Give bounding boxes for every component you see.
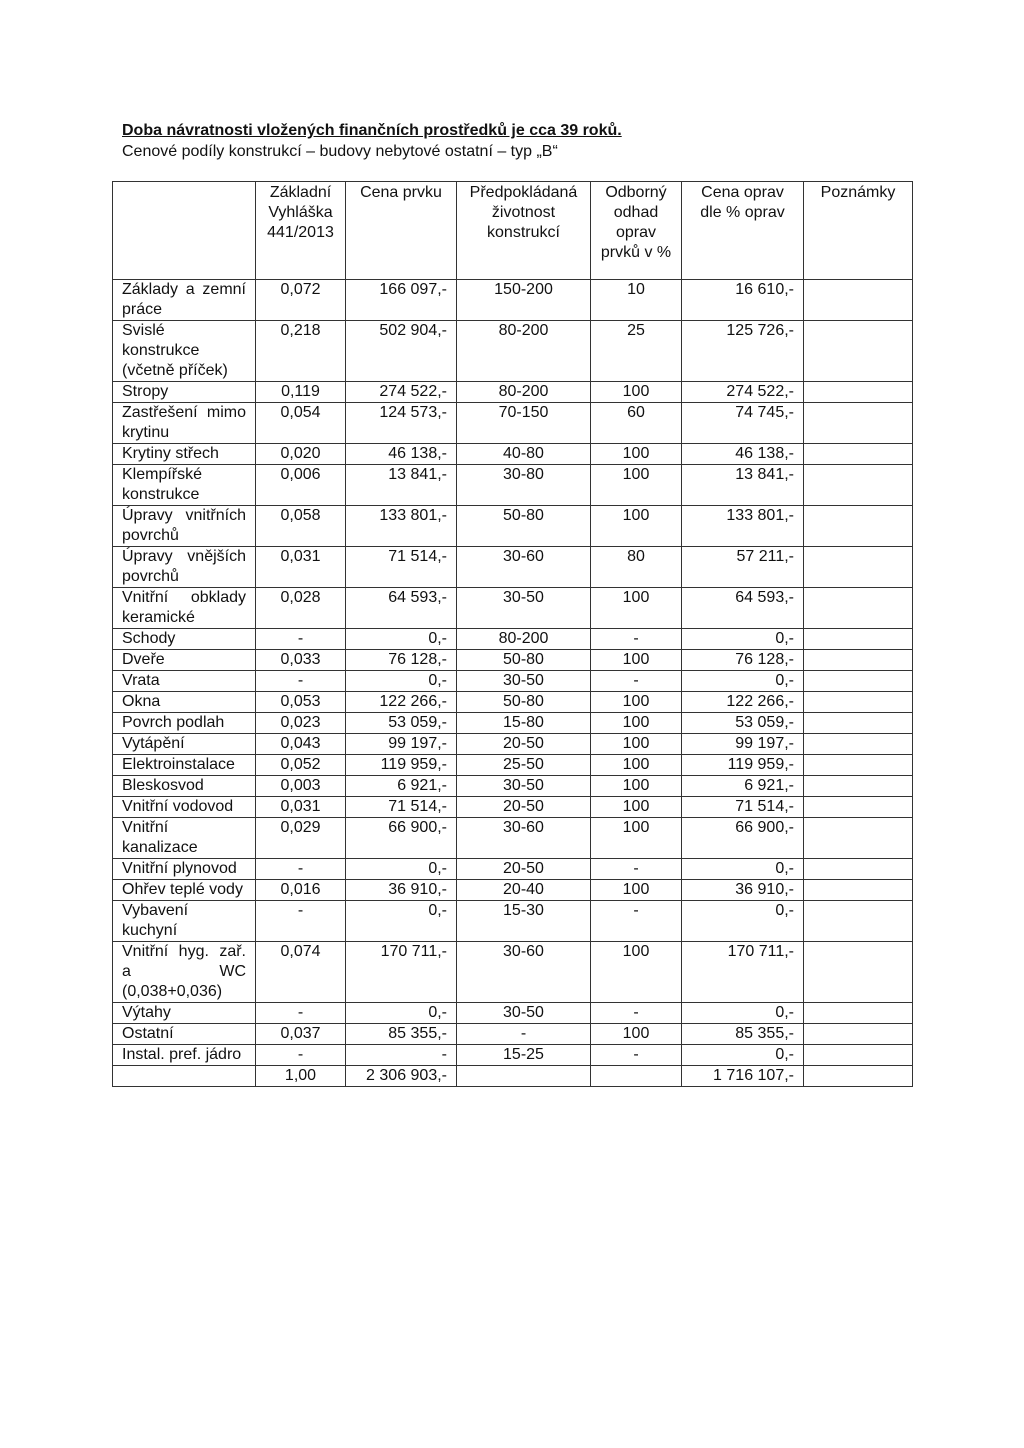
cell-notes bbox=[804, 713, 913, 734]
cell-base-share: 0,119 bbox=[256, 382, 346, 403]
cell-element-price: 53 059,- bbox=[346, 713, 457, 734]
cell-item: Výtahy bbox=[113, 1003, 256, 1024]
cell-item: Bleskosvod bbox=[113, 776, 256, 797]
cell-lifetime: 20-50 bbox=[457, 859, 591, 880]
cell-repair-estimate: 10 bbox=[591, 280, 682, 321]
cell-element-price: 502 904,- bbox=[346, 321, 457, 382]
cell-notes bbox=[804, 444, 913, 465]
cell-repair-estimate: 100 bbox=[591, 692, 682, 713]
cell-repair-estimate: 100 bbox=[591, 942, 682, 1003]
header-notes: Poznámky bbox=[804, 182, 913, 280]
cell-repair-estimate: 25 bbox=[591, 321, 682, 382]
table-row bbox=[113, 506, 913, 547]
cell-element-price: 46 138,- bbox=[346, 444, 457, 465]
cell-item: Zastřešení mimo krytinu bbox=[113, 403, 256, 444]
cell-item: Elektroinstalace bbox=[113, 755, 256, 776]
header-base-share: Základní Vyhláška 441/2013 bbox=[256, 182, 346, 280]
cell-element-price: 85 355,- bbox=[346, 1024, 457, 1045]
cell-element-price: 133 801,- bbox=[346, 506, 457, 547]
cell-repair-cost: 0,- bbox=[682, 901, 804, 942]
cell-base-share: 0,043 bbox=[256, 734, 346, 755]
cost-share-table bbox=[112, 181, 913, 1087]
cell-lifetime: 30-50 bbox=[457, 588, 591, 629]
cell-lifetime: 20-40 bbox=[457, 880, 591, 901]
cell-repair-cost: 0,- bbox=[682, 1003, 804, 1024]
cell-element-price: 36 910,- bbox=[346, 880, 457, 901]
cell-notes bbox=[804, 280, 913, 321]
cell-element-price: 64 593,- bbox=[346, 588, 457, 629]
cell-lifetime: 15-80 bbox=[457, 713, 591, 734]
cell-repair-cost: 71 514,- bbox=[682, 797, 804, 818]
cell-notes bbox=[804, 1003, 913, 1024]
cell-item: Úpravy vnějších povrchů bbox=[113, 547, 256, 588]
cell-base-share: 0,020 bbox=[256, 444, 346, 465]
cell-lifetime: 150-200 bbox=[457, 280, 591, 321]
cell-base-share: 0,218 bbox=[256, 321, 346, 382]
cell-repair-estimate bbox=[591, 1066, 682, 1087]
cell-notes bbox=[804, 671, 913, 692]
cell-notes bbox=[804, 547, 913, 588]
cell-lifetime: 30-50 bbox=[457, 1003, 591, 1024]
cell-notes bbox=[804, 692, 913, 713]
cell-repair-estimate: 100 bbox=[591, 382, 682, 403]
table-row bbox=[113, 321, 913, 382]
cell-repair-estimate: 100 bbox=[591, 1024, 682, 1045]
cell-repair-cost: 274 522,- bbox=[682, 382, 804, 403]
cell-repair-estimate: 60 bbox=[591, 403, 682, 444]
table-row bbox=[113, 1045, 913, 1066]
cell-notes bbox=[804, 942, 913, 1003]
cell-base-share: 0,054 bbox=[256, 403, 346, 444]
cell-notes bbox=[804, 403, 913, 444]
cell-repair-cost: 36 910,- bbox=[682, 880, 804, 901]
cell-notes bbox=[804, 382, 913, 403]
cell-lifetime: - bbox=[457, 1024, 591, 1045]
cell-repair-estimate: - bbox=[591, 1003, 682, 1024]
cell-base-share: 0,016 bbox=[256, 880, 346, 901]
cell-base-share: 0,058 bbox=[256, 506, 346, 547]
table-row bbox=[113, 713, 913, 734]
cell-item: Vnitřní obklady keramické bbox=[113, 588, 256, 629]
cell-repair-cost: 119 959,- bbox=[682, 755, 804, 776]
cell-notes bbox=[804, 629, 913, 650]
cell-repair-estimate: 100 bbox=[591, 650, 682, 671]
cell-repair-estimate: 100 bbox=[591, 734, 682, 755]
cell-lifetime: 80-200 bbox=[457, 382, 591, 403]
cell-base-share: - bbox=[256, 859, 346, 880]
table-row bbox=[113, 629, 913, 650]
cell-repair-estimate: 80 bbox=[591, 547, 682, 588]
cell-base-share: 0,028 bbox=[256, 588, 346, 629]
cell-repair-estimate: 100 bbox=[591, 880, 682, 901]
cell-repair-cost: 74 745,- bbox=[682, 403, 804, 444]
table-row bbox=[113, 859, 913, 880]
cell-repair-estimate: 100 bbox=[591, 465, 682, 506]
cell-element-price: 66 900,- bbox=[346, 818, 457, 859]
cell-base-share: 0,023 bbox=[256, 713, 346, 734]
document-subheading: Cenové podíly konstrukcí – budovy nebytové ostatní – typ „B“ bbox=[122, 143, 558, 160]
cell-lifetime: 20-50 bbox=[457, 734, 591, 755]
cell-notes bbox=[804, 1045, 913, 1066]
cell-element-price: 0,- bbox=[346, 901, 457, 942]
cell-notes bbox=[804, 755, 913, 776]
table-row bbox=[113, 444, 913, 465]
header-element-price: Cena prvku bbox=[346, 182, 457, 280]
cell-element-price: 0,- bbox=[346, 1003, 457, 1024]
cell-item: Základy a zemní práce bbox=[113, 280, 256, 321]
table-row bbox=[113, 280, 913, 321]
cell-element-price: 274 522,- bbox=[346, 382, 457, 403]
cell-element-price: 99 197,- bbox=[346, 734, 457, 755]
cell-lifetime: 40-80 bbox=[457, 444, 591, 465]
cell-lifetime: 30-80 bbox=[457, 465, 591, 506]
cell-item: Svislé konstrukce (včetně příček) bbox=[113, 321, 256, 382]
cell-repair-cost: 0,- bbox=[682, 859, 804, 880]
cell-lifetime bbox=[457, 1066, 591, 1087]
table-row bbox=[113, 671, 913, 692]
cell-repair-estimate: 100 bbox=[591, 776, 682, 797]
cell-element-price: 71 514,- bbox=[346, 547, 457, 588]
cell-notes bbox=[804, 859, 913, 880]
cell-element-price: 0,- bbox=[346, 859, 457, 880]
table-row bbox=[113, 818, 913, 859]
cell-element-price: 6 921,- bbox=[346, 776, 457, 797]
cell-lifetime: 50-80 bbox=[457, 650, 591, 671]
cell-base-share: - bbox=[256, 1003, 346, 1024]
cell-base-share: 0,072 bbox=[256, 280, 346, 321]
table-row bbox=[113, 692, 913, 713]
cell-lifetime: 30-60 bbox=[457, 942, 591, 1003]
cell-base-share: 0,052 bbox=[256, 755, 346, 776]
cell-lifetime: 30-60 bbox=[457, 547, 591, 588]
cell-lifetime: 20-50 bbox=[457, 797, 591, 818]
cell-item: Vybavení kuchyní bbox=[113, 901, 256, 942]
table-row bbox=[113, 942, 913, 1003]
cell-notes bbox=[804, 1024, 913, 1045]
cell-repair-cost: 170 711,- bbox=[682, 942, 804, 1003]
cell-repair-estimate: 100 bbox=[591, 444, 682, 465]
cell-repair-cost: 1 716 107,- bbox=[682, 1066, 804, 1087]
cell-repair-estimate: - bbox=[591, 671, 682, 692]
cell-repair-cost: 125 726,- bbox=[682, 321, 804, 382]
cell-repair-estimate: 100 bbox=[591, 713, 682, 734]
table-total-row bbox=[113, 1066, 913, 1087]
cell-notes bbox=[804, 321, 913, 382]
cell-item: Vnitřní hyg. zař. a WC (0,038+0,036) bbox=[113, 942, 256, 1003]
cell-repair-estimate: - bbox=[591, 1045, 682, 1066]
cell-repair-cost: 0,- bbox=[682, 671, 804, 692]
cell-base-share: 1,00 bbox=[256, 1066, 346, 1087]
cell-item: Povrch podlah bbox=[113, 713, 256, 734]
table-row bbox=[113, 797, 913, 818]
cell-repair-estimate: - bbox=[591, 859, 682, 880]
cell-repair-cost: 133 801,- bbox=[682, 506, 804, 547]
cell-notes bbox=[804, 506, 913, 547]
header-lifetime: Předpokládaná životnost konstrukcí bbox=[457, 182, 591, 280]
table-row bbox=[113, 650, 913, 671]
cell-base-share: 0,053 bbox=[256, 692, 346, 713]
cell-repair-estimate: 100 bbox=[591, 818, 682, 859]
cell-repair-cost: 85 355,- bbox=[682, 1024, 804, 1045]
cell-repair-cost: 0,- bbox=[682, 629, 804, 650]
cell-repair-cost: 6 921,- bbox=[682, 776, 804, 797]
table-body bbox=[113, 280, 913, 1087]
cell-element-price: 122 266,- bbox=[346, 692, 457, 713]
table-row bbox=[113, 465, 913, 506]
cell-notes bbox=[804, 465, 913, 506]
cell-notes bbox=[804, 776, 913, 797]
cell-element-price: 2 306 903,- bbox=[346, 1066, 457, 1087]
header-repair-estimate: Odborný odhad oprav prvků v % bbox=[591, 182, 682, 280]
cell-base-share: 0,037 bbox=[256, 1024, 346, 1045]
cell-base-share: 0,003 bbox=[256, 776, 346, 797]
cell-item bbox=[113, 1066, 256, 1087]
cell-lifetime: 30-50 bbox=[457, 671, 591, 692]
cell-notes bbox=[804, 588, 913, 629]
cell-item: Vnitřní plynovod bbox=[113, 859, 256, 880]
cell-repair-cost: 46 138,- bbox=[682, 444, 804, 465]
table-row bbox=[113, 403, 913, 444]
cell-item: Vytápění bbox=[113, 734, 256, 755]
cell-repair-cost: 66 900,- bbox=[682, 818, 804, 859]
cell-item: Klempířské konstrukce bbox=[113, 465, 256, 506]
header-item bbox=[113, 182, 256, 280]
cell-item: Dveře bbox=[113, 650, 256, 671]
table-row bbox=[113, 776, 913, 797]
table-header-row bbox=[113, 182, 913, 280]
cell-base-share: 0,031 bbox=[256, 547, 346, 588]
table-row bbox=[113, 1003, 913, 1024]
cell-notes bbox=[804, 734, 913, 755]
cell-lifetime: 30-50 bbox=[457, 776, 591, 797]
cell-repair-cost: 57 211,- bbox=[682, 547, 804, 588]
cell-notes bbox=[804, 650, 913, 671]
cell-item: Vrata bbox=[113, 671, 256, 692]
cell-notes bbox=[804, 797, 913, 818]
table-row bbox=[113, 588, 913, 629]
cell-base-share: 0,031 bbox=[256, 797, 346, 818]
cell-base-share: - bbox=[256, 1045, 346, 1066]
cell-repair-estimate: 100 bbox=[591, 797, 682, 818]
table-row bbox=[113, 1024, 913, 1045]
cell-element-price: 13 841,- bbox=[346, 465, 457, 506]
cell-base-share: 0,029 bbox=[256, 818, 346, 859]
table-row bbox=[113, 734, 913, 755]
cell-item: Vnitřní vodovod bbox=[113, 797, 256, 818]
cell-base-share: 0,006 bbox=[256, 465, 346, 506]
table-row bbox=[113, 547, 913, 588]
cell-item: Úpravy vnitřních povrchů bbox=[113, 506, 256, 547]
cell-repair-cost: 0,- bbox=[682, 1045, 804, 1066]
cell-lifetime: 50-80 bbox=[457, 692, 591, 713]
cell-repair-cost: 122 266,- bbox=[682, 692, 804, 713]
cell-lifetime: 70-150 bbox=[457, 403, 591, 444]
cell-item: Schody bbox=[113, 629, 256, 650]
cell-item: Ohřev teplé vody bbox=[113, 880, 256, 901]
cell-base-share: - bbox=[256, 629, 346, 650]
cell-notes bbox=[804, 901, 913, 942]
cell-lifetime: 80-200 bbox=[457, 321, 591, 382]
cell-base-share: 0,074 bbox=[256, 942, 346, 1003]
cell-element-price: 71 514,- bbox=[346, 797, 457, 818]
table-row bbox=[113, 901, 913, 942]
table-row bbox=[113, 382, 913, 403]
cell-item: Vnitřní kanalizace bbox=[113, 818, 256, 859]
cell-notes bbox=[804, 1066, 913, 1087]
cell-base-share: - bbox=[256, 671, 346, 692]
cell-repair-estimate: - bbox=[591, 901, 682, 942]
document-heading: Doba návratnosti vložených finančních prostředků je cca 39 roků. bbox=[122, 122, 622, 139]
cell-element-price: 166 097,- bbox=[346, 280, 457, 321]
cell-lifetime: 50-80 bbox=[457, 506, 591, 547]
cell-base-share: 0,033 bbox=[256, 650, 346, 671]
cell-repair-estimate: - bbox=[591, 629, 682, 650]
cell-repair-cost: 53 059,- bbox=[682, 713, 804, 734]
cell-element-price: 119 959,- bbox=[346, 755, 457, 776]
cell-element-price: 0,- bbox=[346, 671, 457, 692]
cell-base-share: - bbox=[256, 901, 346, 942]
cell-element-price: - bbox=[346, 1045, 457, 1066]
cell-element-price: 170 711,- bbox=[346, 942, 457, 1003]
cell-notes bbox=[804, 880, 913, 901]
cell-item: Krytiny střech bbox=[113, 444, 256, 465]
cell-element-price: 76 128,- bbox=[346, 650, 457, 671]
cell-lifetime: 25-50 bbox=[457, 755, 591, 776]
cell-element-price: 124 573,- bbox=[346, 403, 457, 444]
cell-lifetime: 30-60 bbox=[457, 818, 591, 859]
cell-lifetime: 80-200 bbox=[457, 629, 591, 650]
cell-lifetime: 15-25 bbox=[457, 1045, 591, 1066]
cell-repair-cost: 99 197,- bbox=[682, 734, 804, 755]
cell-notes bbox=[804, 818, 913, 859]
cell-repair-estimate: 100 bbox=[591, 588, 682, 629]
cell-repair-cost: 16 610,- bbox=[682, 280, 804, 321]
cell-repair-estimate: 100 bbox=[591, 755, 682, 776]
cell-repair-cost: 13 841,- bbox=[682, 465, 804, 506]
cell-repair-cost: 76 128,- bbox=[682, 650, 804, 671]
cell-element-price: 0,- bbox=[346, 629, 457, 650]
cell-repair-estimate: 100 bbox=[591, 506, 682, 547]
cell-item: Instal. pref. jádro bbox=[113, 1045, 256, 1066]
cell-repair-cost: 64 593,- bbox=[682, 588, 804, 629]
cell-item: Stropy bbox=[113, 382, 256, 403]
cell-item: Ostatní bbox=[113, 1024, 256, 1045]
table-row bbox=[113, 880, 913, 901]
header-repair-cost: Cena oprav dle % oprav bbox=[682, 182, 804, 280]
table-row bbox=[113, 755, 913, 776]
cell-item: Okna bbox=[113, 692, 256, 713]
cell-lifetime: 15-30 bbox=[457, 901, 591, 942]
